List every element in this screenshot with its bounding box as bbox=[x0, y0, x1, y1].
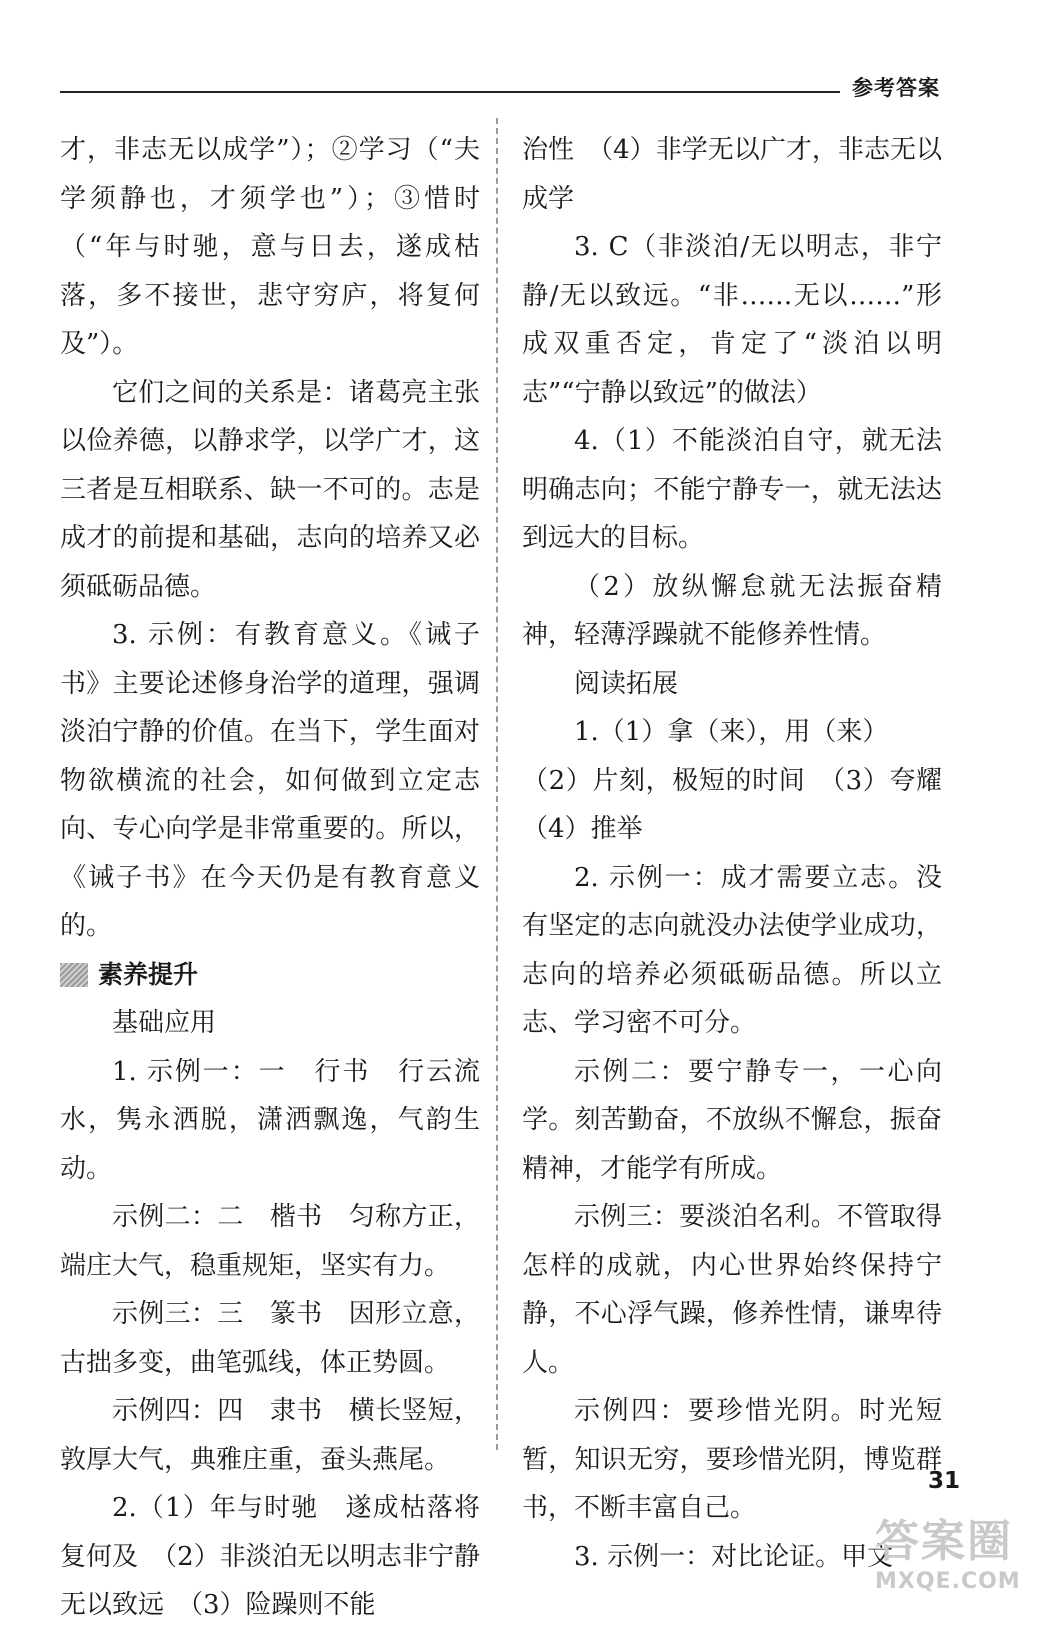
section-title: 素养提升 bbox=[98, 959, 199, 989]
column-divider bbox=[496, 118, 498, 1450]
section-heading bbox=[60, 951, 480, 1000]
paragraph: 示例四：四 隶书 横长竖短，敦厚大气，典雅庄重，蚕头燕尾。 bbox=[60, 1396, 480, 1475]
paragraph: 1.（1）拿（来），用（来） bbox=[574, 717, 889, 747]
paragraph: 3. 示例：有教育意义。《诫子书》主要论述修身治学的道理，强调淡泊宁静的价值。在当下，学生面对物欲横流的社会，如何做到立定志向、专心向学是非常重要的。所以，《诫子书》在今天仍是有教育意义的。 bbox=[60, 620, 480, 941]
paragraph: 2.（1）年与时驰 遂成枯落将复何及 （2）非淡泊无以明志非宁静无以致远 （3）险躁则不能 bbox=[60, 1493, 480, 1620]
paragraph: 示例三：要淡泊名利。不管取得怎样的成就，内心世界始终保持宁静，不心浮气躁，修养性情，谦卑待人。 bbox=[522, 1202, 942, 1378]
watermark-text: 答案圈 bbox=[875, 1516, 1013, 1567]
paragraph: 它们之间的关系是：诸葛亮主张以俭养德，以静求学，以学广才，这三者是互相联系、缺一不可的。志是成才的前提和基础，志向的培养又必须砥砺品德。 bbox=[60, 377, 480, 602]
paragraph: 3. 示例一：对比论证。甲文 bbox=[574, 1541, 894, 1572]
header-label: 参考答案 bbox=[852, 76, 940, 100]
paragraph: 3. C（非淡泊/无以明志，非宁静/无以致远。“非……无以……”形成双重否定，肯定了“淡泊以明志”“宁静以致远”的做法） bbox=[522, 232, 942, 408]
paragraph: 示例二：二 楷书 匀称方正，端庄大气，稳重规矩，坚实有力。 bbox=[60, 1202, 480, 1281]
watermark-logo bbox=[875, 1505, 1047, 1595]
paragraph: 1. 示例一：一 行书 行云流水，隽永洒脱，潇洒飘逸，气韵生动。 bbox=[60, 1056, 480, 1184]
paragraph: 示例三：三 篆书 因形立意，古拙多变，曲笔弧线，体正势圆。 bbox=[60, 1299, 480, 1378]
watermark-url: MXQE.COM bbox=[875, 1569, 1021, 1594]
paragraph: 才，非志无以成学”）；②学习（“夫学须静也，才须学也”）；③惜时（“年与时驰，意与日去，遂成枯落，多不接世，悲守穷庐，将复何及”）。 bbox=[60, 135, 480, 359]
paragraph: 治性 （4）非学无以广才，非志无以成学 bbox=[522, 135, 942, 214]
left-column bbox=[60, 126, 480, 1630]
header-rule bbox=[60, 91, 840, 93]
right-column bbox=[522, 126, 942, 1581]
subheading: 基础应用 bbox=[112, 1008, 217, 1038]
paragraph: （2）片刻，极短的时间 （3）夸耀（4）推举 bbox=[522, 765, 942, 844]
paragraph: 4.（1）不能淡泊自守，就无法明确志向；不能宁静专一，就无法达到远大的目标。 bbox=[522, 426, 942, 553]
paragraph: 2. 示例一：成才需要立志。没有坚定的志向就没办法使学业成功，志向的培养必须砥砺品德。所以立志、学习密不可分。 bbox=[522, 862, 942, 1038]
section-marker-icon bbox=[60, 963, 88, 987]
paragraph: （2）放纵懈怠就无法振奋精神，轻薄浮躁就不能修养性情。 bbox=[522, 571, 942, 650]
paragraph: 示例四：要珍惜光阴。时光短暂，知识无穷，要珍惜光阴，博览群书，不断丰富自己。 bbox=[522, 1396, 942, 1523]
page-number: 31 bbox=[928, 1468, 961, 1494]
subheading: 阅读拓展 bbox=[574, 668, 679, 699]
paragraph: 示例二：要宁静专一，一心向学。刻苦勤奋，不放纵不懈怠，振奋精神，才能学有所成。 bbox=[522, 1056, 942, 1184]
